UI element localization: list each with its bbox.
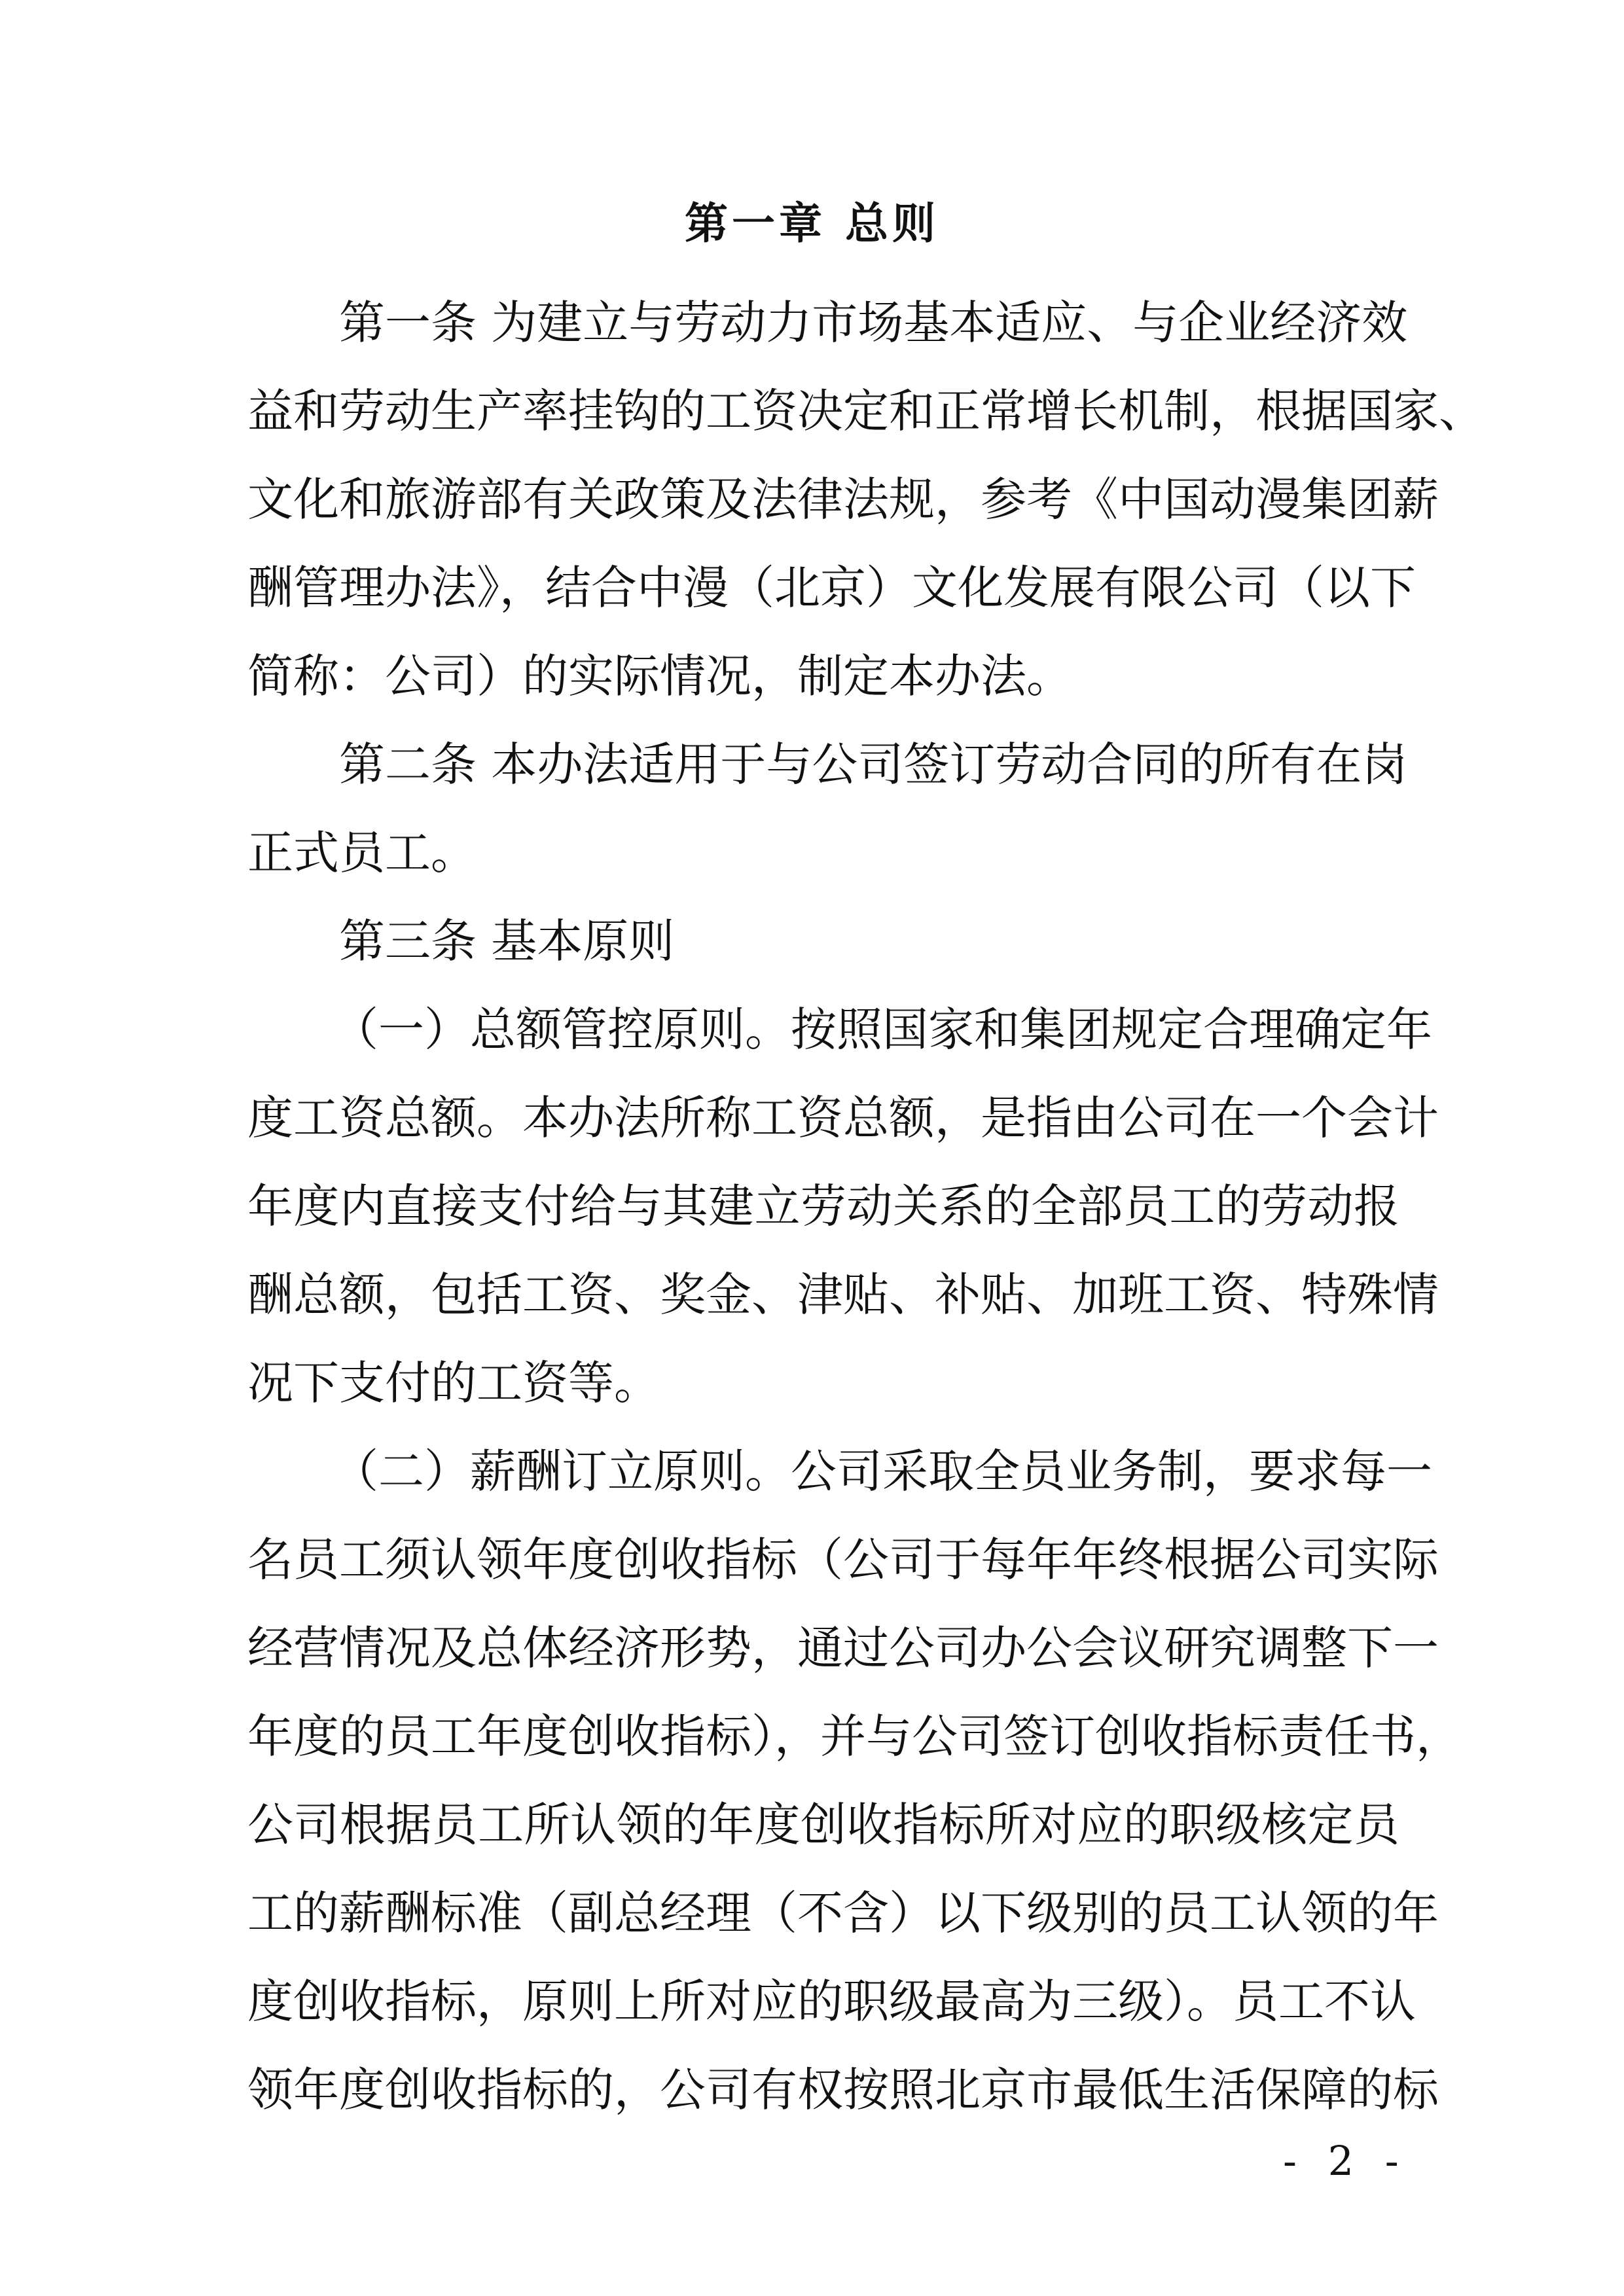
article-2-line-1: 第二条 本办法适用于与公司签订劳动合同的所有在岗 <box>339 738 1408 791</box>
article-1-line-1: 第一条 为建立与劳动力市场基本适应、与企业经济效 <box>339 296 1408 350</box>
article-1-line-5: 简称：公司）的实际情况，制定本办法。 <box>247 649 1072 703</box>
article-1-line-3: 文化和旅游部有关政策及法律法规，参考《中国动漫集团薪 <box>247 473 1439 526</box>
principle-1-line-1: （一）总额管控原则。按照国家和集团规定合理确定年 <box>333 1003 1432 1056</box>
principle-2-line-8: 领年度创收指标的，公司有权按照北京市最低生活保障的标 <box>247 2063 1439 2117</box>
principle-2-line-1: （二）薪酬订立原则。公司采取全员业务制，要求每一 <box>333 1444 1432 1498</box>
principle-2-line-7: 度创收指标，原则上所对应的职级最高为三级）。员工不认 <box>247 1975 1416 2028</box>
principle-2-line-2: 名员工须认领年度创收指标（公司于每年年终根据公司实际 <box>247 1533 1439 1587</box>
page-number: - 2 - <box>1283 2137 1408 2185</box>
principle-1-line-3: 年度内直接支付给与其建立劳动关系的全部员工的劳动报 <box>247 1179 1399 1233</box>
article-1-line-4: 酬管理办法》，结合中漫（北京）文化发展有限公司（以下 <box>247 561 1416 615</box>
principle-1-line-4: 酬总额，包括工资、奖金、津贴、补贴、加班工资、特殊情 <box>247 1268 1439 1321</box>
principle-2-line-5: 公司根据员工所认领的年度创收指标所对应的职级核定员 <box>247 1798 1399 1852</box>
article-2-line-2: 正式员工。 <box>247 826 477 880</box>
chapter-title: 第一章 总则 <box>685 198 939 249</box>
principle-2-line-3: 经营情况及总体经济形势，通过公司办公会议研究调整下一 <box>247 1621 1439 1675</box>
article-1-line-2: 益和劳动生产率挂钩的工资决定和正常增长机制，根据国家、 <box>247 384 1485 438</box>
principle-1-line-2: 度工资总额。本办法所称工资总额，是指由公司在一个会计 <box>247 1091 1439 1145</box>
principle-2-line-6: 工的薪酬标准（副总经理（不含）以下级别的员工认领的年 <box>247 1886 1439 1940</box>
principle-2-line-4: 年度的员工年度创收指标），并与公司签订创收指标责任书， <box>247 1710 1462 1763</box>
article-3-heading: 第三条 基本原则 <box>339 914 675 968</box>
principle-1-line-5: 况下支付的工资等。 <box>247 1356 660 1410</box>
